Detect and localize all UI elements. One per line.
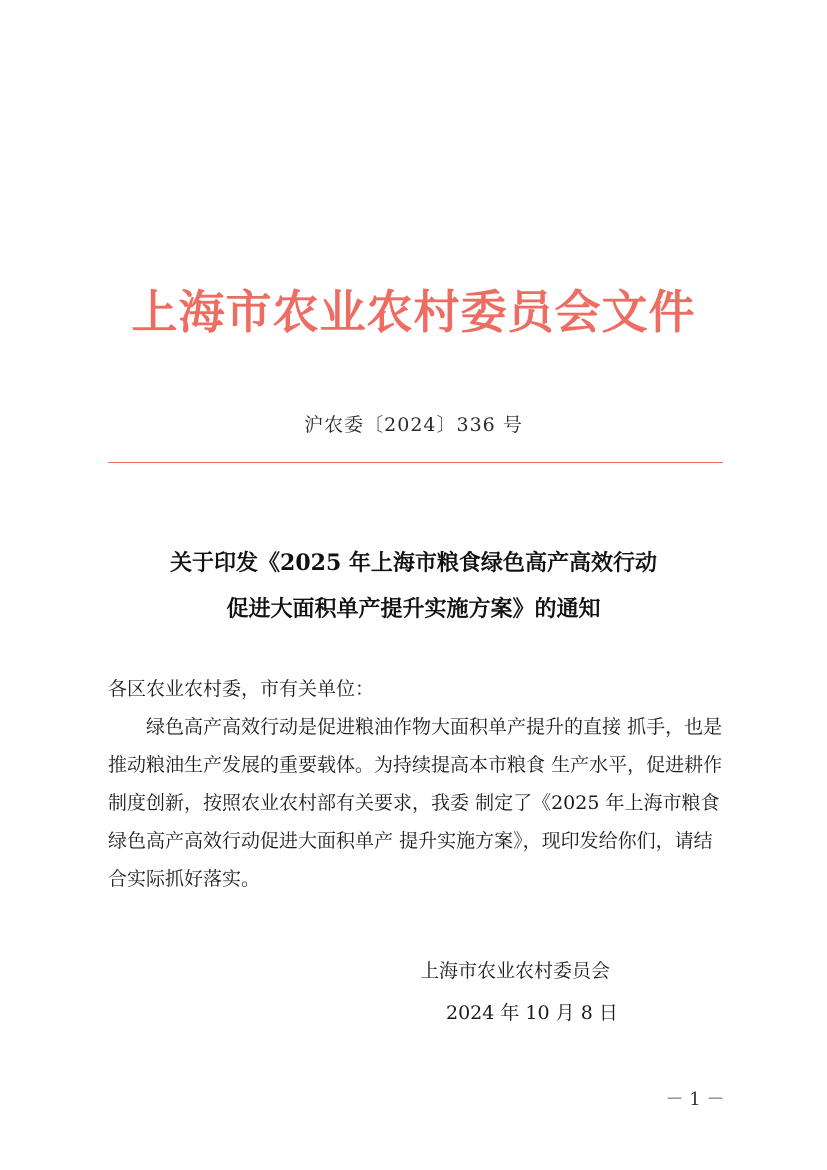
document-title	[0, 540, 827, 632]
salutation: 各区农业农村委，市有关单位：	[108, 678, 375, 700]
paragraph-line: 生产水平，促进耕作制度创新，按照农业农村部有关要求，我委	[108, 754, 723, 814]
document-body	[108, 670, 723, 898]
issuing-organization: 上海市农业农村委员会	[420, 960, 611, 982]
paragraph-line: 绿色高产高效行动是促进粮油作物大面积单产提升的直接	[146, 716, 622, 738]
page-number: － 1 －	[665, 1089, 725, 1110]
paragraph-line: 抓手，也是推动粮油生产发展的重要载体。为持续提高本市粮食	[108, 716, 723, 776]
document-number: 沪农委〔2024〕336 号	[304, 414, 523, 436]
title-line-1: 关于印发《2025 年上海市粮食绿色高产高效行动	[170, 550, 657, 576]
document-masthead: 上海市农业农村委员会文件	[131, 285, 696, 339]
title-line-2: 促进大面积单产提升实施方案》的通知	[226, 596, 601, 622]
issue-date: 2024 年 10 月 8 日	[446, 1002, 618, 1024]
red-divider-line	[108, 462, 723, 463]
paragraph-line: 制定了《2025 年上海市粮食绿色高产高效行动促进大面积单产	[108, 792, 720, 852]
body-paragraph	[108, 708, 723, 898]
signature-block	[420, 950, 660, 1034]
paragraph-line: 提升实施方案》，现印发给你们，请结合实际抓好落实。	[108, 830, 713, 890]
